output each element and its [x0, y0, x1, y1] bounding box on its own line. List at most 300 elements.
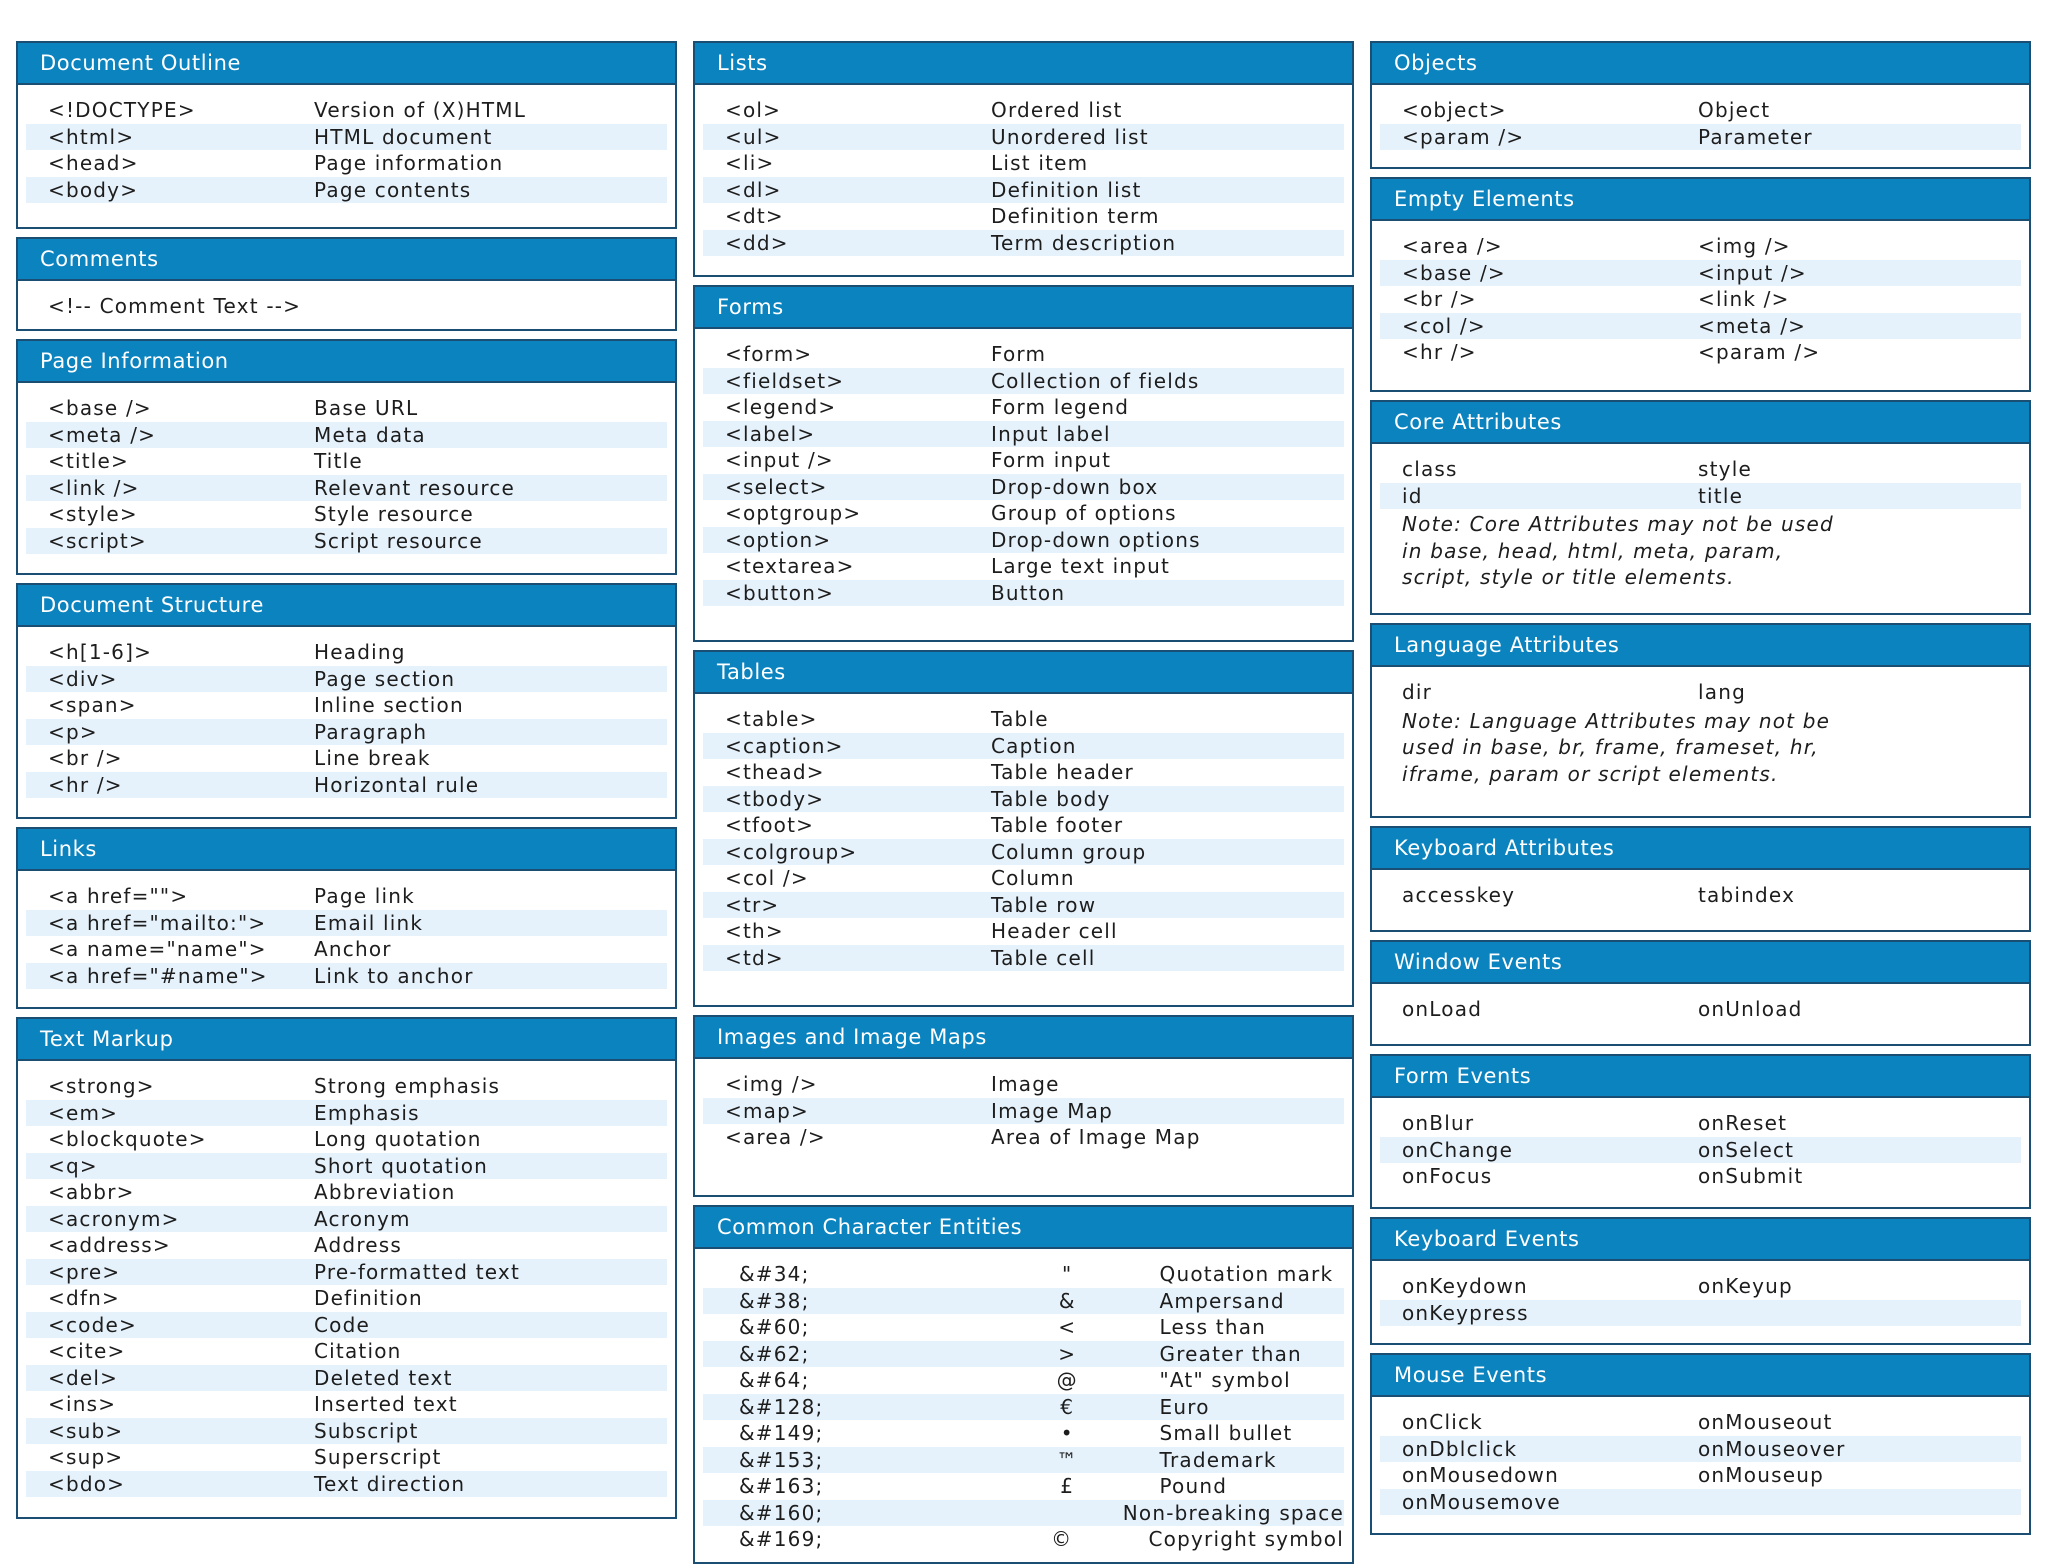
table-row [1380, 1137, 2021, 1164]
row-cell-1: <dl> [725, 177, 782, 202]
table-row [1380, 996, 2021, 1023]
section-tables [693, 650, 1354, 1007]
row-cell-2: > [1058, 1341, 1077, 1366]
table-row [26, 1471, 667, 1498]
row-cell-3: Ampersand [1159, 1288, 1285, 1313]
row-cell-2: Address [314, 1233, 403, 1258]
row-cell-3: Quotation mark [1159, 1262, 1334, 1287]
table-row [1380, 1462, 2021, 1489]
row-cell-1: onClick [1402, 1410, 1483, 1435]
row-cell-3: Greater than [1159, 1341, 1302, 1366]
table-row [703, 865, 1344, 892]
row-cell-2: Anchor [314, 937, 392, 962]
row-cell-2: Table row [991, 892, 1097, 917]
table-row [26, 293, 667, 320]
row-cell-2: <link /> [1698, 287, 1790, 312]
table-row [703, 1124, 1344, 1151]
row-cell-1: <head> [48, 151, 139, 176]
table-row [703, 839, 1344, 866]
row-cell-1: <div> [48, 666, 118, 691]
section-title: Keyboard Attributes [1372, 828, 2029, 870]
row-cell-2: Heading [314, 640, 406, 665]
row-cell-2: Area of Image Map [991, 1125, 1201, 1150]
row-cell-2: Caption [991, 733, 1077, 758]
section-body [18, 281, 675, 320]
section-title: Document Structure [18, 585, 675, 627]
row-cell-2: Subscript [314, 1418, 419, 1443]
section-body [18, 1061, 675, 1497]
row-cell-1: <q> [48, 1153, 98, 1178]
row-cell-2: onMouseup [1698, 1463, 1824, 1488]
row-cell-1: <p> [48, 719, 98, 744]
table-row [703, 341, 1344, 368]
row-cell-1: <fieldset> [725, 368, 845, 393]
row-cell-1: &#160; [739, 1500, 824, 1525]
table-row [703, 230, 1344, 257]
row-cell-1: <a name="name"> [48, 937, 267, 962]
section-document-outline [16, 41, 677, 229]
row-cell-2: Email link [314, 910, 424, 935]
table-row [26, 1259, 667, 1286]
row-cell-1: onFocus [1402, 1164, 1493, 1189]
row-cell-1: <param /> [1402, 124, 1525, 149]
table-row [26, 501, 667, 528]
row-cell-2: Table footer [991, 813, 1124, 838]
row-cell-2: Link to anchor [314, 963, 474, 988]
row-cell-1: class [1402, 457, 1458, 482]
table-row [703, 203, 1344, 230]
section-title: Language Attributes [1372, 625, 2029, 667]
row-cell-2: onSubmit [1698, 1164, 1804, 1189]
row-cell-1: onKeydown [1402, 1274, 1528, 1299]
row-cell-1: &#153; [739, 1447, 824, 1472]
row-cell-1: onLoad [1402, 997, 1483, 1022]
row-cell-2: € [1060, 1394, 1075, 1419]
row-cell-2: onMouseout [1698, 1410, 1833, 1435]
row-cell-2: Object [1698, 98, 1771, 123]
section-page-information [16, 339, 677, 575]
section-lists [693, 41, 1354, 277]
row-cell-1: <legend> [725, 395, 837, 420]
row-cell-2: HTML document [314, 124, 493, 149]
section-title: Links [18, 829, 675, 871]
row-cell-2: Definition list [991, 177, 1142, 202]
row-cell-1: <select> [725, 474, 828, 499]
table-row [703, 580, 1344, 607]
row-cell-1: <input /> [725, 448, 834, 473]
row-cell-2: • [1060, 1421, 1074, 1446]
row-cell-2: Inserted text [314, 1392, 458, 1417]
row-cell-2: < [1058, 1315, 1077, 1340]
row-cell-2: Paragraph [314, 719, 428, 744]
table-row [26, 1391, 667, 1418]
table-row [26, 1126, 667, 1153]
row-cell-2: tabindex [1698, 883, 1796, 908]
row-cell-3: Non-breaking space [1122, 1500, 1344, 1525]
row-cell-2: Line break [314, 746, 431, 771]
table-row [703, 1394, 1344, 1421]
section-images-and-image-maps [693, 1015, 1354, 1197]
row-cell-1: <tfoot> [725, 813, 815, 838]
row-cell-2: Button [991, 580, 1066, 605]
row-cell-2: Column [991, 866, 1075, 891]
row-cell-2: onKeyup [1698, 1274, 1793, 1299]
row-cell-1: <br /> [1402, 287, 1477, 312]
row-cell-1: <ins> [48, 1392, 117, 1417]
table-row [703, 124, 1344, 151]
table-row [26, 97, 667, 124]
row-cell-2: <img /> [1698, 234, 1791, 259]
section-common-character-entities [693, 1205, 1354, 1564]
section-body [18, 85, 675, 203]
table-row [703, 394, 1344, 421]
row-cell-1: onBlur [1402, 1111, 1475, 1136]
row-cell-1: <form> [725, 342, 813, 367]
row-cell-1: <a href=""> [48, 884, 189, 909]
row-cell-2: Meta data [314, 422, 426, 447]
row-cell-2: lang [1698, 680, 1746, 705]
row-cell-2: Version of (X)HTML [314, 98, 527, 123]
row-cell-3: Pound [1159, 1474, 1228, 1499]
row-cell-2: Superscript [314, 1445, 442, 1470]
row-cell-2: Page contents [314, 177, 472, 202]
section-title: Lists [695, 43, 1352, 85]
table-row [26, 883, 667, 910]
table-row [26, 963, 667, 990]
table-row [1380, 1489, 2021, 1516]
row-cell-2: Citation [314, 1339, 402, 1364]
row-cell-1: onKeypress [1402, 1300, 1529, 1325]
row-cell-2: Acronym [314, 1206, 411, 1231]
row-cell-1: <th> [725, 919, 784, 944]
row-cell-2: Unordered list [991, 124, 1149, 149]
row-cell-3: Less than [1159, 1315, 1267, 1340]
row-cell-2: © [1051, 1527, 1073, 1552]
row-cell-1: <html> [48, 124, 135, 149]
row-cell-2: Short quotation [314, 1153, 489, 1178]
table-row [703, 1447, 1344, 1474]
row-cell-1: <bdo> [48, 1471, 126, 1496]
row-cell-2: Strong emphasis [314, 1074, 501, 1099]
row-cell-2: onSelect [1698, 1137, 1795, 1162]
section-keyboard-attributes [1370, 826, 2031, 932]
section-form-events [1370, 1054, 2031, 1209]
row-cell-2: Form [991, 342, 1047, 367]
row-cell-2: List item [991, 151, 1089, 176]
table-row [26, 936, 667, 963]
section-note: Note: Language Attributes may not be used in base, br, frame, frameset, hr, iframe, param or script elements. [1402, 708, 1831, 786]
table-row [1380, 339, 2021, 366]
row-cell-2: Table body [991, 786, 1111, 811]
section-title: Document Outline [18, 43, 675, 85]
section-title: Images and Image Maps [695, 1017, 1352, 1059]
table-row [26, 772, 667, 799]
table-row [703, 1098, 1344, 1125]
table-row [26, 1285, 667, 1312]
row-cell-2: " [1062, 1262, 1073, 1287]
section-comments [16, 237, 677, 331]
row-cell-2: onReset [1698, 1111, 1788, 1136]
table-row [1380, 1163, 2021, 1190]
row-cell-1: <map> [725, 1098, 809, 1123]
row-cell-2: Relevant resource [314, 475, 516, 500]
table-row [1380, 233, 2021, 260]
section-text-markup [16, 1017, 677, 1519]
section-links [16, 827, 677, 1009]
section-title: Common Character Entities [695, 1207, 1352, 1249]
section-title: Keyboard Events [1372, 1219, 2029, 1261]
table-row [26, 422, 667, 449]
row-cell-1: <hr /> [1402, 340, 1477, 365]
table-row [703, 1261, 1344, 1288]
section-body [1372, 1261, 2029, 1326]
row-cell-1: accesskey [1402, 883, 1516, 908]
table-row [703, 812, 1344, 839]
table-row [1380, 286, 2021, 313]
row-cell-1: <col /> [725, 866, 809, 891]
row-cell-1: <dd> [725, 230, 789, 255]
row-cell-2: Abbreviation [314, 1180, 456, 1205]
row-cell-1: <table> [725, 707, 818, 732]
section-title: Text Markup [18, 1019, 675, 1061]
section-document-structure [16, 583, 677, 819]
row-cell-1: <strong> [48, 1074, 155, 1099]
row-cell-2: Image Map [991, 1098, 1114, 1123]
row-cell-1: &#34; [739, 1262, 810, 1287]
row-cell-2: Inline section [314, 693, 464, 718]
row-cell-1: <meta /> [48, 422, 157, 447]
row-cell-2: Collection of fields [991, 368, 1200, 393]
row-cell-2: Long quotation [314, 1127, 482, 1152]
table-row [26, 150, 667, 177]
table-row [26, 177, 667, 204]
row-cell-1: <a href="mailto:"> [48, 910, 267, 935]
row-cell-3: Euro [1159, 1394, 1210, 1419]
section-body [695, 1059, 1352, 1151]
row-cell-2: Header cell [991, 919, 1118, 944]
row-cell-1: <h[1-6]> [48, 640, 153, 665]
table-row [26, 692, 667, 719]
row-cell-2: Text direction [314, 1471, 466, 1496]
table-row [703, 1314, 1344, 1341]
row-cell-1: <ul> [725, 124, 782, 149]
row-cell-1: <dt> [725, 204, 784, 229]
table-row [1380, 882, 2021, 909]
row-cell-2: onUnload [1698, 997, 1803, 1022]
row-cell-1: onDblclick [1402, 1436, 1518, 1461]
section-title: Mouse Events [1372, 1355, 2029, 1397]
row-cell-1: &#38; [739, 1288, 810, 1313]
section-keyboard-events [1370, 1217, 2031, 1345]
table-row [1380, 679, 2021, 706]
section-objects [1370, 41, 2031, 169]
section-body [695, 85, 1352, 256]
row-cell-2: ™ [1056, 1447, 1078, 1472]
row-cell-1: <style> [48, 502, 138, 527]
row-cell-1: <br /> [48, 746, 123, 771]
table-row [26, 639, 667, 666]
row-cell-2: Image [991, 1072, 1060, 1097]
row-cell-2: <param /> [1698, 340, 1821, 365]
row-cell-1: <button> [725, 580, 835, 605]
row-cell-1: <thead> [725, 760, 825, 785]
row-cell-1: <a href="#name"> [48, 963, 268, 988]
row-cell-3: Trademark [1159, 1447, 1277, 1472]
section-body [695, 1249, 1352, 1553]
table-row [1380, 313, 2021, 340]
section-body [695, 329, 1352, 606]
row-cell-3: "At" symbol [1159, 1368, 1291, 1393]
table-row [26, 1206, 667, 1233]
table-row [26, 475, 667, 502]
table-row [703, 553, 1344, 580]
row-cell-1: <caption> [725, 733, 844, 758]
section-body [1372, 1098, 2029, 1190]
table-row [703, 706, 1344, 733]
row-cell-1: <del> [48, 1365, 119, 1390]
table-row [26, 666, 667, 693]
table-row [703, 150, 1344, 177]
section-title: Forms [695, 287, 1352, 329]
row-cell-1: <img /> [725, 1072, 818, 1097]
table-row [26, 1100, 667, 1127]
row-cell-2: Form legend [991, 395, 1130, 420]
row-cell-2: Horizontal rule [314, 772, 480, 797]
row-cell-1: &#62; [739, 1341, 810, 1366]
row-cell-1: <object> [1402, 98, 1507, 123]
section-title: Tables [695, 652, 1352, 694]
row-cell-2: Table [991, 707, 1049, 732]
row-cell-2: Form input [991, 448, 1112, 473]
row-cell-1: <li> [725, 151, 775, 176]
row-cell-1: <address> [48, 1233, 171, 1258]
section-title: Window Events [1372, 942, 2029, 984]
table-row [26, 1179, 667, 1206]
table-row [1380, 1273, 2021, 1300]
table-row [1380, 97, 2021, 124]
row-cell-1: <link /> [48, 475, 140, 500]
row-cell-1: &#60; [739, 1315, 810, 1340]
row-cell-1: <script> [48, 528, 147, 553]
row-cell-1: <base /> [1402, 260, 1506, 285]
row-cell-2: Group of options [991, 501, 1177, 526]
row-cell-1: <colgroup> [725, 839, 858, 864]
row-cell-1: <cite> [48, 1339, 126, 1364]
table-row [703, 945, 1344, 972]
row-cell-2: Ordered list [991, 98, 1123, 123]
table-row [703, 177, 1344, 204]
row-cell-2: Parameter [1698, 124, 1813, 149]
row-cell-1: <dfn> [48, 1286, 120, 1311]
row-cell-1: <base /> [48, 396, 152, 421]
table-row [1380, 1110, 2021, 1137]
row-cell-2: & [1058, 1288, 1076, 1313]
section-mouse-events [1370, 1353, 2031, 1535]
row-cell-2: Base URL [314, 396, 419, 421]
table-row [703, 500, 1344, 527]
row-cell-2: Script resource [314, 528, 483, 553]
row-cell-1: dir [1402, 680, 1433, 705]
table-row [26, 719, 667, 746]
row-cell-1: <hr /> [48, 772, 123, 797]
row-cell-1: &#149; [739, 1421, 824, 1446]
row-cell-2: Page information [314, 151, 504, 176]
row-cell-1: <label> [725, 421, 816, 446]
row-cell-1: <optgroup> [725, 501, 862, 526]
section-forms [693, 285, 1354, 642]
section-body [1372, 1397, 2029, 1515]
section-body [18, 383, 675, 554]
section-body [18, 627, 675, 798]
row-cell-1: onMousedown [1402, 1463, 1559, 1488]
table-row [26, 745, 667, 772]
table-row [26, 1338, 667, 1365]
table-row [703, 892, 1344, 919]
row-cell-1: <col /> [1402, 313, 1486, 338]
row-cell-3: Copyright symbol [1148, 1527, 1344, 1552]
row-cell-2: Term description [991, 230, 1177, 255]
row-cell-2: title [1698, 483, 1744, 508]
table-row [703, 1367, 1344, 1394]
row-cell-2: Title [314, 449, 363, 474]
row-cell-1: <acronym> [48, 1206, 180, 1231]
row-cell-2: Page section [314, 666, 456, 691]
table-row [703, 421, 1344, 448]
section-empty-elements [1370, 177, 2031, 392]
row-cell-1: <area /> [1402, 234, 1503, 259]
section-core-attributes [1370, 400, 2031, 615]
table-row [26, 528, 667, 555]
section-note: Note: Core Attributes may not be used in base, head, html, meta, param, script, style or title elements. [1402, 512, 1834, 589]
table-row [26, 1153, 667, 1180]
table-row [1380, 260, 2021, 287]
section-title: Page Information [18, 341, 675, 383]
row-cell-2: Code [314, 1312, 371, 1337]
table-row [703, 527, 1344, 554]
row-cell-2: @ [1056, 1368, 1078, 1393]
section-body [695, 694, 1352, 971]
row-cell-2: Pre-formatted text [314, 1259, 521, 1284]
table-row [703, 1071, 1344, 1098]
row-cell-2: Style resource [314, 502, 474, 527]
section-title: Empty Elements [1372, 179, 2029, 221]
row-cell-1: <tbody> [725, 786, 825, 811]
table-row [26, 448, 667, 475]
table-row [26, 1418, 667, 1445]
section-title: Core Attributes [1372, 402, 2029, 444]
row-cell-2: onMouseover [1698, 1436, 1846, 1461]
row-cell-1: <option> [725, 527, 832, 552]
row-cell-2: style [1698, 457, 1752, 482]
table-row [703, 1526, 1344, 1553]
table-row [1380, 124, 2021, 151]
row-cell-2: Deleted text [314, 1365, 453, 1390]
table-row [1380, 1409, 2021, 1436]
table-row [26, 1232, 667, 1259]
row-cell-2: Drop-down options [991, 527, 1201, 552]
table-row [1380, 1300, 2021, 1327]
section-title: Objects [1372, 43, 2029, 85]
table-row [703, 733, 1344, 760]
table-row [703, 474, 1344, 501]
row-cell-1: <tr> [725, 892, 780, 917]
row-cell-2: Definition [314, 1286, 423, 1311]
section-title: Form Events [1372, 1056, 2029, 1098]
table-row [703, 759, 1344, 786]
table-row [26, 1073, 667, 1100]
table-row [26, 395, 667, 422]
row-cell-2: <input /> [1698, 260, 1807, 285]
